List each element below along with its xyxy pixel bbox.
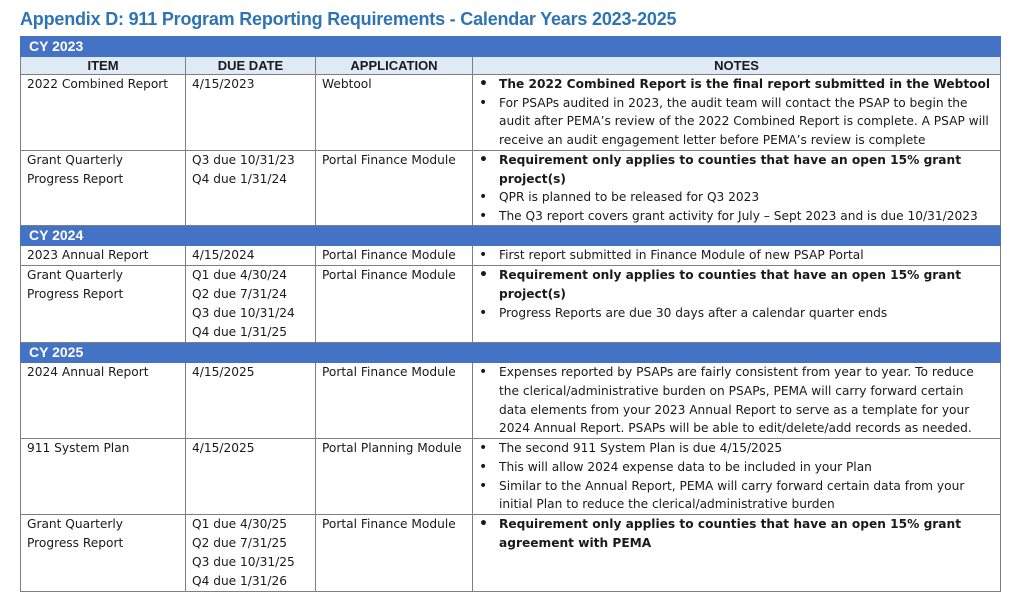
note-item: • QPR is planned to be released for Q3 2023 bbox=[473, 188, 994, 207]
due-date-text: Q4 due 1/31/25 bbox=[192, 325, 288, 340]
note-item: • This will allow 2024 expense data to be included in your Plan bbox=[473, 458, 994, 477]
application-text: Webtool bbox=[322, 77, 372, 91]
item-cell bbox=[21, 246, 186, 266]
item-text: Grant Quarterly bbox=[27, 517, 123, 532]
item-text: Grant Quarterly bbox=[27, 268, 123, 283]
due-date-cell bbox=[186, 439, 316, 515]
item-text: 2024 Annual Report bbox=[27, 365, 149, 380]
note-item: • The second 911 System Plan is due 4/15/2025 bbox=[473, 439, 994, 458]
year-label: CY 2023 bbox=[21, 37, 1001, 57]
application-cell bbox=[316, 246, 473, 266]
item-text: 911 System Plan bbox=[27, 441, 130, 456]
note-item: • Progress Reports are due 30 days after a calendar quarter ends bbox=[473, 304, 994, 323]
item-cell bbox=[21, 151, 186, 226]
item-text: 2023 Annual Report bbox=[27, 248, 149, 263]
header-notes: NOTES bbox=[473, 57, 1001, 75]
table-row bbox=[21, 75, 1001, 151]
item-text: Grant Quarterly bbox=[27, 153, 123, 167]
notes-list bbox=[473, 246, 994, 265]
year-row-cy-2025 bbox=[21, 343, 1001, 363]
application-cell bbox=[316, 151, 473, 226]
notes-cell bbox=[473, 439, 1001, 515]
notes-cell bbox=[473, 515, 1001, 592]
header-item: ITEM bbox=[21, 57, 186, 75]
due-date-text: 4/15/2025 bbox=[192, 365, 255, 380]
year-label: CY 2024 bbox=[21, 226, 1001, 246]
due-date-text: Q3 due 10/31/23 bbox=[192, 153, 295, 167]
notes-list bbox=[473, 363, 994, 437]
due-date-text: Q2 due 7/31/24 bbox=[192, 287, 288, 302]
application-text: Portal Finance Module bbox=[322, 268, 456, 283]
item-cell bbox=[21, 439, 186, 515]
application-text: Portal Finance Module bbox=[322, 365, 456, 380]
due-date-text: Q3 due 10/31/24 bbox=[192, 306, 295, 321]
application-cell bbox=[316, 363, 473, 439]
notes-list bbox=[473, 515, 994, 552]
notes-cell bbox=[473, 266, 1001, 343]
note-item: • The Q3 report covers grant activity for July – Sept 2023 and is due 10/31/2023 bbox=[473, 207, 994, 226]
due-date-text: Q1 due 4/30/24 bbox=[192, 268, 288, 283]
year-row-2023 bbox=[21, 37, 1001, 57]
note-item: • Requirement only applies to counties that have an open 15% grant project(s) bbox=[473, 266, 994, 303]
due-date-cell bbox=[186, 75, 316, 151]
note-item: • For PSAPs audited in 2023, the audit team will contact the PSAP to begin the audit after PEMA’s review of the 2022 Combined Report is complete. A PSAP will receive an audit engagement letter before PEMA’s review is complete bbox=[473, 94, 994, 150]
application-cell bbox=[316, 515, 473, 592]
application-cell bbox=[316, 266, 473, 343]
note-item: • Requirement only applies to counties that have an open 15% grant project(s) bbox=[473, 151, 994, 188]
note-item: • The 2022 Combined Report is the final report submitted in the Webtool bbox=[473, 75, 994, 94]
column-header-row bbox=[21, 57, 1001, 75]
due-date-text: Q4 due 1/31/26 bbox=[192, 574, 288, 589]
item-cell bbox=[21, 75, 186, 151]
due-date-cell bbox=[186, 151, 316, 226]
application-text: Portal Finance Module bbox=[322, 248, 456, 263]
application-text: Portal Finance Module bbox=[322, 517, 456, 532]
item-text: 2022 Combined Report bbox=[27, 77, 169, 91]
notes-list bbox=[473, 75, 994, 149]
notes-list bbox=[473, 266, 994, 322]
due-date-text: 4/15/2024 bbox=[192, 248, 255, 263]
header-due-date: DUE DATE bbox=[186, 57, 316, 75]
note-item: • First report submitted in Finance Module of new PSAP Portal bbox=[473, 246, 994, 265]
year-row-cy-2024 bbox=[21, 226, 1001, 246]
item-text: Progress Report bbox=[27, 536, 124, 551]
note-item: • Expenses reported by PSAPs are fairly consistent from year to year. To reduce the clerical/administrative burden on PSAPs, PEMA will carry forward certain data elements from your 2023 Annual Report to serve as a template for your 2024 Annual Report. PSAPs will be able to edit/delete/add records as needed. bbox=[473, 363, 994, 437]
requirements-table bbox=[20, 36, 1001, 592]
item-text: Progress Report bbox=[27, 172, 124, 186]
header-application: APPLICATION bbox=[316, 57, 473, 75]
due-date-text: Q2 due 7/31/25 bbox=[192, 536, 288, 551]
table-row bbox=[21, 363, 1001, 439]
due-date-cell bbox=[186, 246, 316, 266]
notes-list bbox=[473, 151, 994, 225]
table-row bbox=[21, 439, 1001, 515]
notes-cell bbox=[473, 75, 1001, 151]
item-text: Progress Report bbox=[27, 287, 124, 302]
application-cell bbox=[316, 75, 473, 151]
notes-list bbox=[473, 439, 994, 513]
note-item: • Similar to the Annual Report, PEMA will carry forward certain data from your initial Plan to reduce the clerical/administrative burden bbox=[473, 477, 994, 514]
notes-cell bbox=[473, 246, 1001, 266]
table-row bbox=[21, 515, 1001, 592]
due-date-text: 4/15/2023 bbox=[192, 77, 255, 91]
due-date-cell bbox=[186, 363, 316, 439]
notes-cell bbox=[473, 363, 1001, 439]
application-text: Portal Finance Module bbox=[322, 153, 456, 167]
application-text: Portal Planning Module bbox=[322, 441, 462, 456]
item-cell bbox=[21, 515, 186, 592]
item-cell bbox=[21, 266, 186, 343]
year-label: CY 2025 bbox=[21, 343, 1001, 363]
table-row bbox=[21, 266, 1001, 343]
due-date-text: Q4 due 1/31/24 bbox=[192, 172, 288, 186]
due-date-text: Q1 due 4/30/25 bbox=[192, 517, 288, 532]
note-item: • Requirement only applies to counties that have an open 15% grant agreement with PEMA bbox=[473, 515, 994, 552]
item-cell bbox=[21, 363, 186, 439]
notes-cell bbox=[473, 151, 1001, 226]
due-date-text: 4/15/2025 bbox=[192, 441, 255, 456]
due-date-cell bbox=[186, 515, 316, 592]
due-date-cell bbox=[186, 266, 316, 343]
due-date-text: Q3 due 10/31/25 bbox=[192, 555, 295, 570]
application-cell bbox=[316, 439, 473, 515]
page-title: Appendix D: 911 Program Reporting Requirements - Calendar Years 2023-2025 bbox=[20, 9, 677, 29]
table-row bbox=[21, 151, 1001, 226]
table-row bbox=[21, 246, 1001, 266]
